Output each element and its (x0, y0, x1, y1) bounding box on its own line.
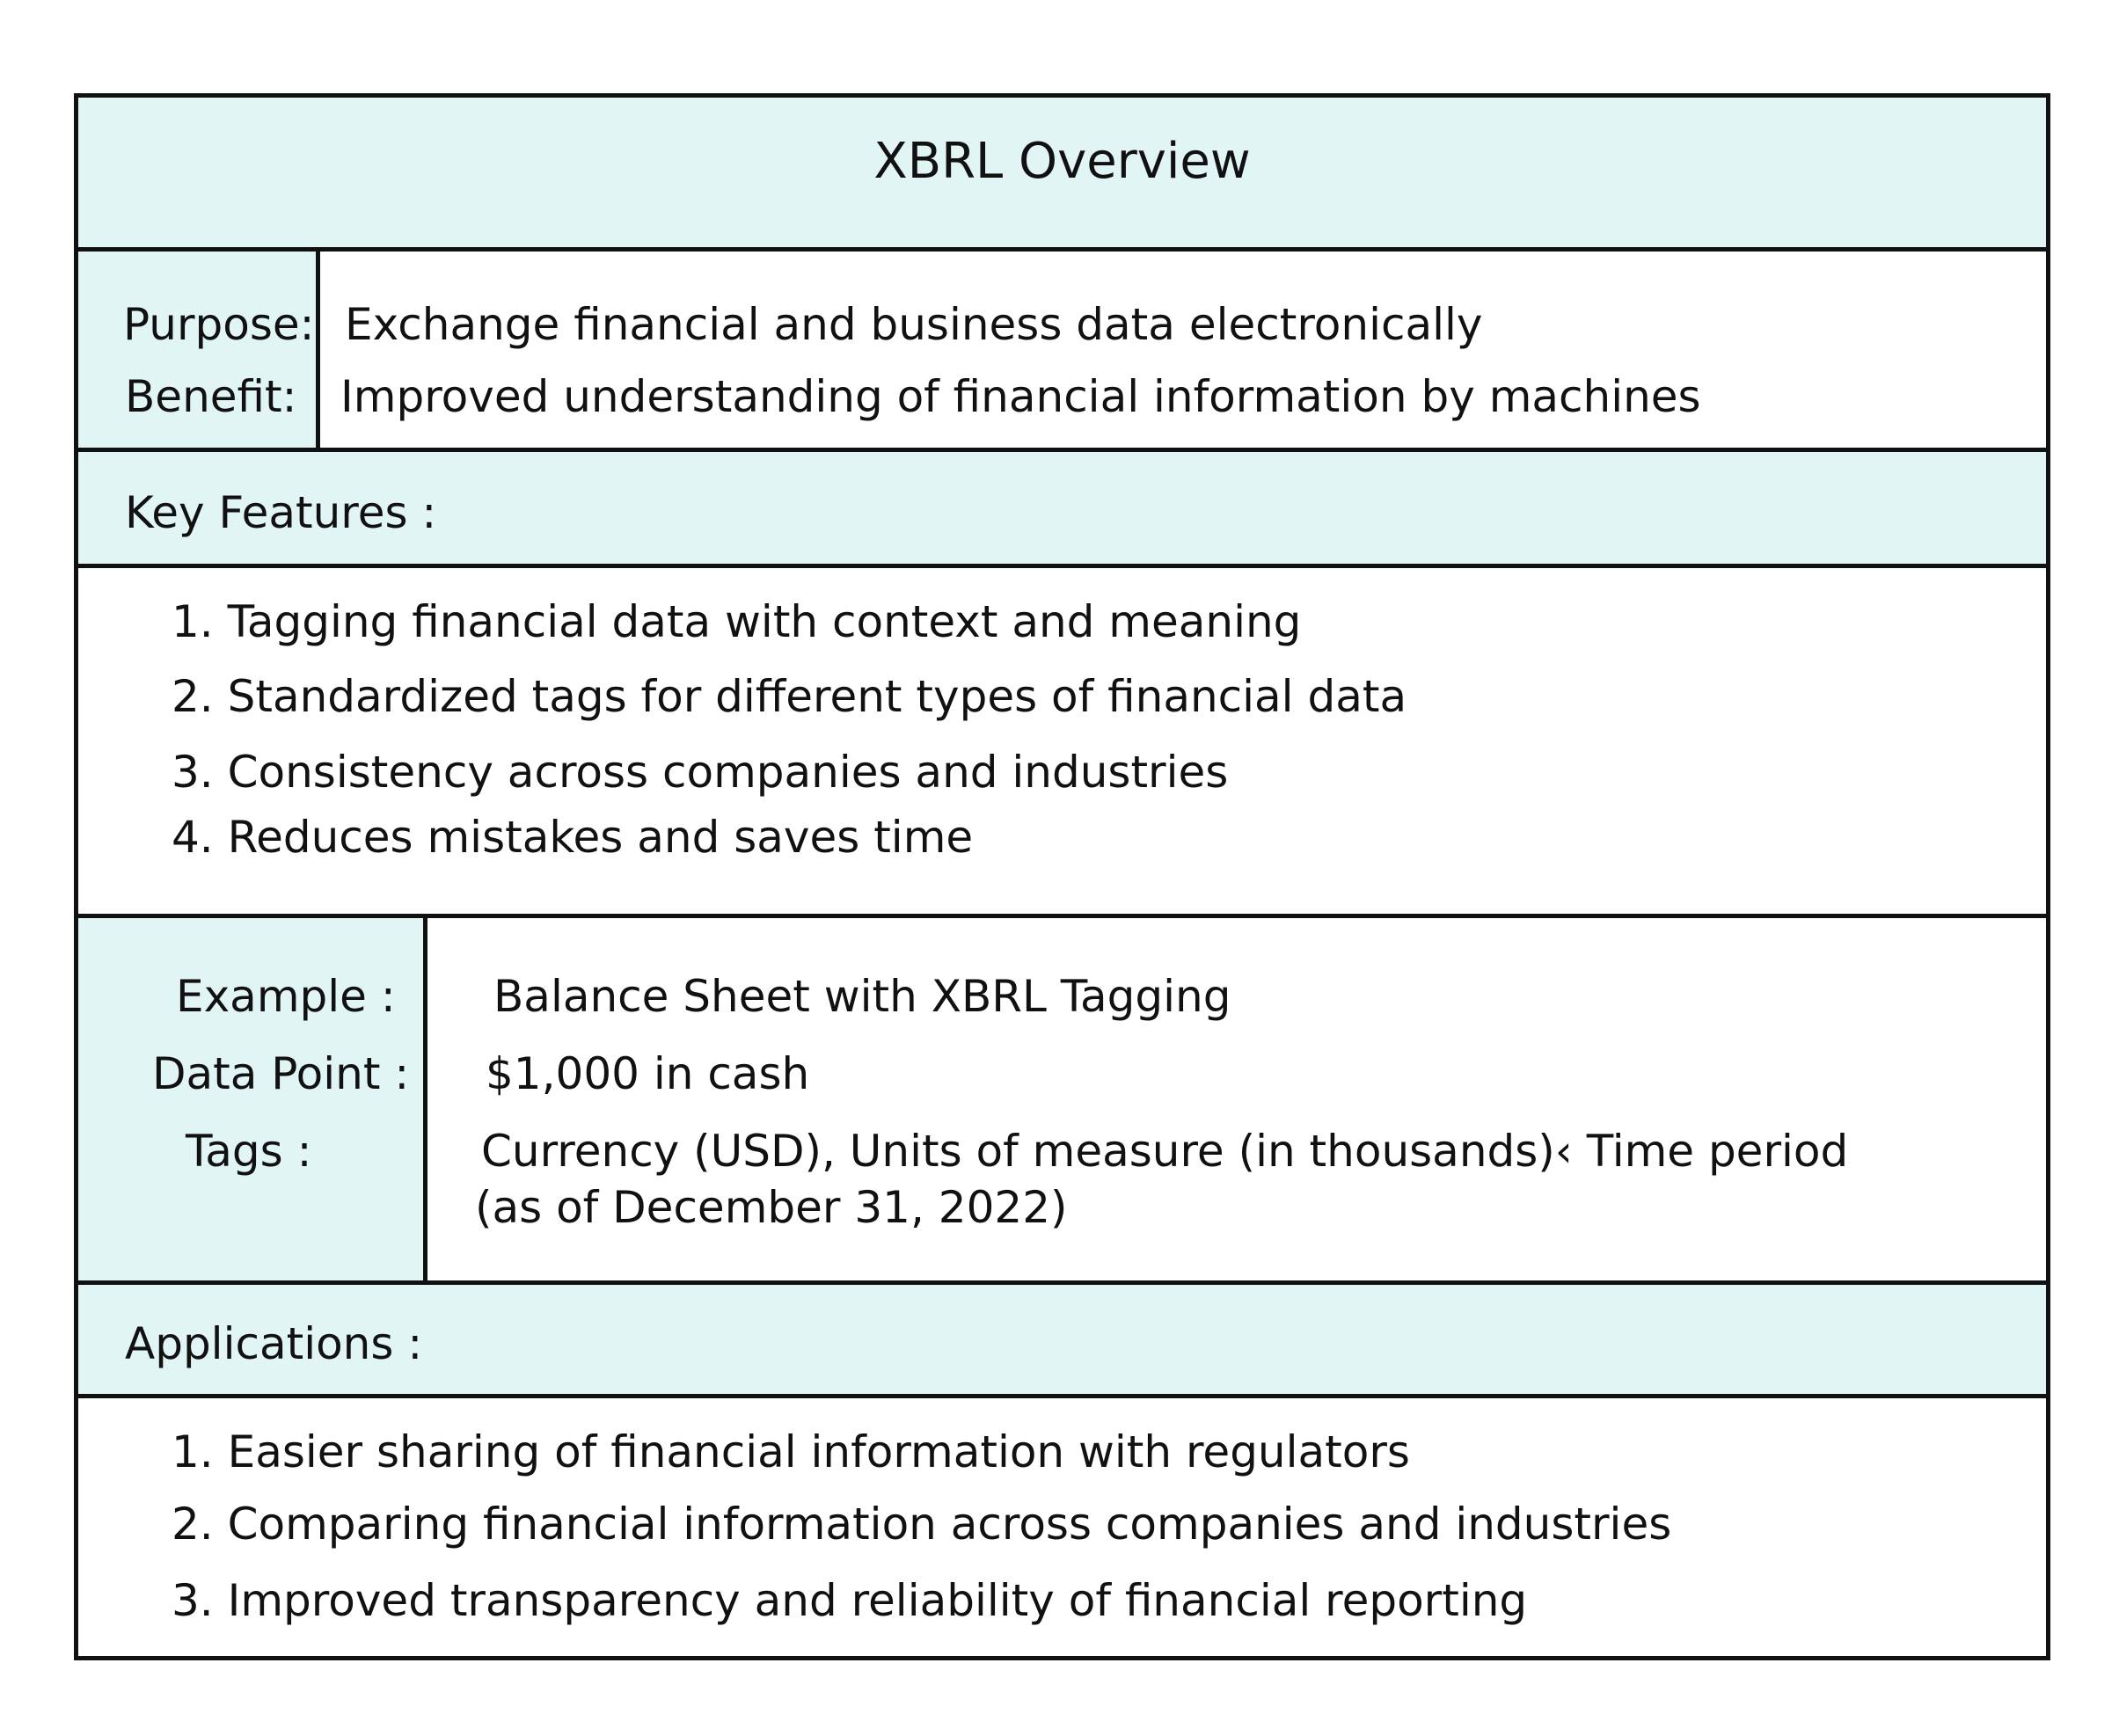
list-item: 2. Standardized tags for different types of financial data (172, 671, 1407, 722)
key-features-heading-band (78, 452, 2046, 564)
diagram-title: XBRL Overview (873, 133, 1251, 190)
purpose-value: Exchange financial and business data electronically (345, 299, 1483, 350)
tags-value-line1: Currency (USD), Units of measure (in thousands)‹ Time period (481, 1126, 1849, 1177)
benefit-label: Benefit: (125, 371, 297, 422)
example-value: Balance Sheet with XBRL Tagging (493, 971, 1231, 1022)
list-item: 3. Improved transparency and reliability of financial reporting (172, 1575, 1528, 1626)
list-item: 2. Comparing financial information across companies and industries (172, 1499, 1672, 1550)
tags-value-line2: (as of December 31, 2022) (475, 1182, 1068, 1233)
list-item: 1. Easier sharing of financial information with regulators (172, 1426, 1410, 1477)
example-label: Example : (176, 971, 396, 1022)
key-features-list (78, 568, 2046, 914)
title-band (78, 98, 2046, 247)
list-item: 4. Reduces mistakes and saves time (172, 812, 974, 863)
applications-list (78, 1398, 2046, 1656)
data-point-value: $1,000 in cash (486, 1048, 810, 1099)
benefit-value: Improved understanding of financial information by machines (340, 371, 1701, 422)
xbrl-overview-diagram (74, 93, 2050, 1660)
tags-label: Tags : (186, 1126, 312, 1177)
applications-heading-band (78, 1285, 2046, 1394)
example-section (78, 918, 2046, 1280)
applications-heading: Applications : (125, 1318, 423, 1369)
summary-section (78, 252, 2046, 448)
divider-summary-column (316, 252, 320, 448)
purpose-label: Purpose: (123, 299, 315, 350)
list-item: 3. Consistency across companies and industries (172, 747, 1229, 798)
key-features-heading: Key Features : (125, 487, 437, 538)
list-item: 1. Tagging financial data with context and meaning (172, 596, 1302, 647)
data-point-label: Data Point : (152, 1048, 410, 1099)
divider-example-column (423, 918, 427, 1280)
